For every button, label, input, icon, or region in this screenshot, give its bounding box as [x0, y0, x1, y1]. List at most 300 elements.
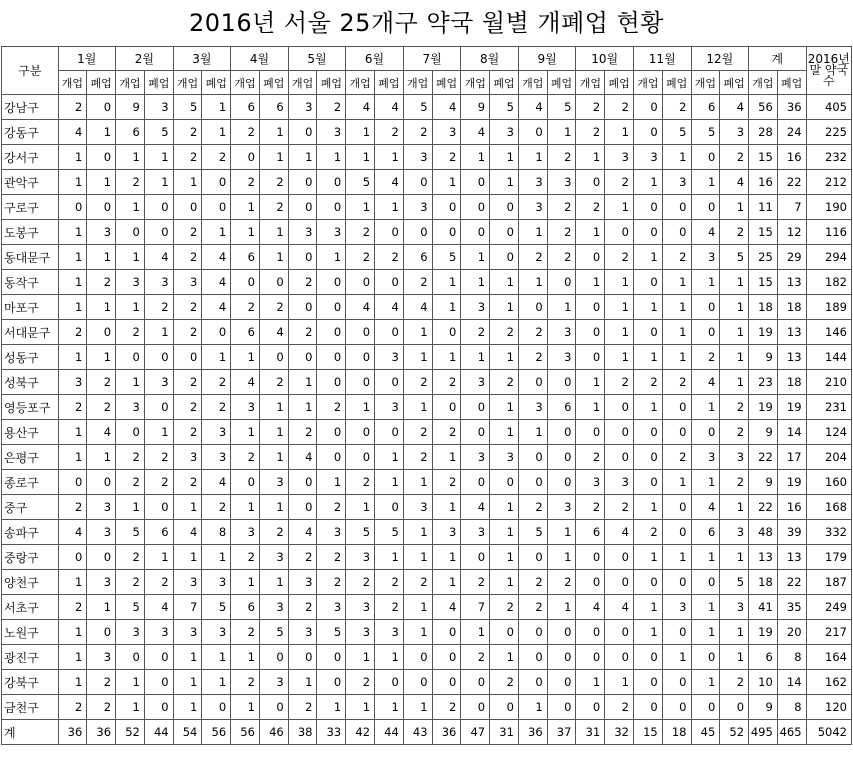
table-cell: 0 [317, 645, 346, 670]
table-cell: 1 [58, 270, 87, 295]
table-cell: 1 [202, 120, 231, 145]
table-cell: 0 [720, 695, 749, 720]
table-cell: 20 [777, 620, 806, 645]
table-cell: 3 [202, 620, 231, 645]
table-cell: 1 [375, 445, 404, 470]
table-cell: 2 [173, 370, 202, 395]
table-cell: 0 [202, 695, 231, 720]
close-header: 폐업 [259, 71, 288, 95]
table-cell: 0 [317, 320, 346, 345]
table-cell: 19 [777, 470, 806, 495]
table-cell: 1 [202, 345, 231, 370]
table-cell: 2 [116, 570, 145, 595]
table-cell: 2 [173, 245, 202, 270]
table-cell: 4 [576, 595, 605, 620]
table-cell: 1 [346, 120, 375, 145]
table-cell: 19 [749, 395, 778, 420]
table-cell: 2 [173, 145, 202, 170]
table-cell: 1 [605, 670, 634, 695]
table-cell: 1 [231, 220, 260, 245]
month-header: 4월 [231, 47, 289, 71]
table-cell: 6 [116, 120, 145, 145]
table-cell: 2 [547, 145, 576, 170]
table-cell: 2 [288, 270, 317, 295]
table-cell: 23 [749, 370, 778, 395]
table-cell: 0 [633, 570, 662, 595]
table-cell: 2 [490, 370, 519, 395]
table-cell: 1 [662, 545, 691, 570]
table-cell: 0 [576, 570, 605, 595]
table-row [2, 570, 852, 595]
table-cell: 2 [662, 370, 691, 395]
table-row [2, 370, 852, 395]
table-cell: 0 [87, 470, 116, 495]
table-cell: 0 [346, 270, 375, 295]
district-name: 중랑구 [2, 545, 59, 570]
table-cell: 5 [346, 520, 375, 545]
table-cell: 4 [259, 320, 288, 345]
table-cell: 2 [605, 95, 634, 120]
district-name: 마포구 [2, 295, 59, 320]
table-cell: 3 [375, 620, 404, 645]
table-cell: 16 [749, 170, 778, 195]
open-header: 개업 [749, 71, 778, 95]
table-cell: 116 [806, 220, 851, 245]
table-cell: 1 [518, 420, 547, 445]
table-cell: 0 [518, 120, 547, 145]
month-header: 9월 [518, 47, 576, 71]
table-cell: 0 [317, 345, 346, 370]
table-cell: 1 [432, 170, 461, 195]
table-cell: 0 [518, 670, 547, 695]
table-cell: 5 [403, 95, 432, 120]
table-cell: 3 [461, 295, 490, 320]
table-cell: 1 [432, 495, 461, 520]
table-cell: 0 [375, 420, 404, 445]
open-header: 개업 [518, 71, 547, 95]
table-cell: 2 [202, 370, 231, 395]
table-cell: 2 [403, 270, 432, 295]
table-cell: 25 [749, 245, 778, 270]
table-cell: 0 [288, 120, 317, 145]
table-row [2, 495, 852, 520]
table-cell: 2 [173, 470, 202, 495]
table-cell: 9 [749, 470, 778, 495]
table-cell: 0 [259, 345, 288, 370]
table-cell: 0 [662, 495, 691, 520]
table-cell: 1 [518, 270, 547, 295]
table-cell: 2 [202, 145, 231, 170]
table-cell: 249 [806, 595, 851, 620]
table-cell: 0 [662, 420, 691, 445]
table-cell: 22 [777, 170, 806, 195]
table-cell: 6 [691, 95, 720, 120]
table-cell: 1 [375, 645, 404, 670]
table-cell: 13 [777, 270, 806, 295]
table-cell: 1 [576, 270, 605, 295]
table-cell: 6 [144, 520, 173, 545]
table-cell: 0 [662, 670, 691, 695]
table-cell: 3 [432, 520, 461, 545]
table-cell: 54 [173, 720, 202, 745]
table-cell: 2 [375, 595, 404, 620]
table-cell: 3 [490, 120, 519, 145]
table-cell: 15 [749, 270, 778, 295]
table-cell: 1 [432, 570, 461, 595]
table-cell: 0 [691, 570, 720, 595]
table-cell: 3 [547, 320, 576, 345]
table-cell: 3 [461, 520, 490, 545]
table-cell: 0 [633, 195, 662, 220]
table-cell: 15 [749, 145, 778, 170]
table-cell: 3 [576, 470, 605, 495]
table-cell: 0 [576, 545, 605, 570]
table-cell: 3 [662, 170, 691, 195]
table-cell: 1 [202, 545, 231, 570]
table-cell: 2 [662, 245, 691, 270]
table-cell: 2 [691, 345, 720, 370]
open-header: 개업 [346, 71, 375, 95]
table-cell: 13 [777, 345, 806, 370]
table-cell: 0 [691, 145, 720, 170]
table-row [2, 170, 852, 195]
table-cell: 294 [806, 245, 851, 270]
table-cell: 35 [777, 595, 806, 620]
table-cell: 0 [662, 695, 691, 720]
header-row-types [2, 71, 852, 95]
table-cell: 1 [144, 145, 173, 170]
table-cell: 5 [720, 245, 749, 270]
table-cell: 4 [720, 95, 749, 120]
table-cell: 1 [144, 170, 173, 195]
table-cell: 2 [375, 245, 404, 270]
table-cell: 0 [87, 320, 116, 345]
table-cell: 1 [403, 345, 432, 370]
table-cell: 0 [547, 270, 576, 295]
table-cell: 1 [317, 470, 346, 495]
table-cell: 0 [288, 195, 317, 220]
table-cell: 3 [432, 120, 461, 145]
table-cell: 3 [288, 570, 317, 595]
table-cell: 0 [547, 370, 576, 395]
table-cell: 6 [576, 520, 605, 545]
table-cell: 0 [432, 620, 461, 645]
table-cell: 22 [777, 570, 806, 595]
table-cell: 1 [259, 495, 288, 520]
table-cell: 2 [173, 120, 202, 145]
table-cell: 2 [346, 245, 375, 270]
table-cell: 4 [720, 170, 749, 195]
open-header: 개업 [576, 71, 605, 95]
table-cell: 2 [259, 370, 288, 395]
table-cell: 1 [375, 545, 404, 570]
table-row [2, 620, 852, 645]
table-cell: 1 [144, 320, 173, 345]
table-cell: 1 [317, 145, 346, 170]
table-cell: 2 [662, 95, 691, 120]
table-cell: 1 [518, 145, 547, 170]
table-cell: 0 [202, 320, 231, 345]
table-cell: 0 [547, 695, 576, 720]
table-cell: 1 [662, 470, 691, 495]
table-cell: 2 [144, 470, 173, 495]
table-cell: 3 [231, 395, 260, 420]
district-name: 양천구 [2, 570, 59, 595]
table-cell: 2 [403, 420, 432, 445]
table-cell: 6 [749, 645, 778, 670]
close-header: 폐업 [605, 71, 634, 95]
table-cell: 1 [662, 345, 691, 370]
table-row [2, 670, 852, 695]
table-cell: 0 [547, 645, 576, 670]
table-cell: 2 [605, 370, 634, 395]
table-cell: 3 [231, 520, 260, 545]
table-cell: 1 [58, 645, 87, 670]
table-cell: 1 [375, 145, 404, 170]
table-cell: 4 [346, 95, 375, 120]
table-cell: 1 [173, 695, 202, 720]
table-cell: 33 [317, 720, 346, 745]
table-cell: 2 [461, 570, 490, 595]
table-cell: 0 [576, 345, 605, 370]
table-cell: 0 [231, 470, 260, 495]
table-row [2, 320, 852, 345]
table-cell: 2 [720, 420, 749, 445]
table-cell: 0 [432, 220, 461, 245]
table-cell: 1 [691, 595, 720, 620]
table-cell: 6 [231, 95, 260, 120]
table-cell: 210 [806, 370, 851, 395]
table-cell: 5 [346, 170, 375, 195]
district-name: 중구 [2, 495, 59, 520]
table-cell: 0 [691, 645, 720, 670]
table-cell: 0 [633, 420, 662, 445]
table-cell: 0 [231, 270, 260, 295]
table-cell: 13 [777, 320, 806, 345]
table-cell: 9 [749, 695, 778, 720]
table-cell: 28 [749, 120, 778, 145]
table-cell: 0 [58, 195, 87, 220]
table-cell: 1 [518, 220, 547, 245]
open-header: 개업 [633, 71, 662, 95]
district-name: 종로구 [2, 470, 59, 495]
table-cell: 2 [432, 470, 461, 495]
table-cell: 2 [317, 570, 346, 595]
table-cell: 146 [806, 320, 851, 345]
table-cell: 2 [461, 645, 490, 670]
table-cell: 1 [547, 295, 576, 320]
table-cell: 0 [490, 695, 519, 720]
table-cell: 1 [720, 645, 749, 670]
table-cell: 2 [403, 570, 432, 595]
table-cell: 6 [691, 520, 720, 545]
table-cell: 3 [317, 220, 346, 245]
table-cell: 2 [490, 320, 519, 345]
table-cell: 10 [749, 670, 778, 695]
table-cell: 1 [58, 245, 87, 270]
table-cell: 1 [461, 245, 490, 270]
table-cell: 1 [605, 295, 634, 320]
table-cell: 6 [231, 320, 260, 345]
table-cell: 1 [231, 695, 260, 720]
table-cell: 3 [202, 445, 231, 470]
header-corner: 구분 [2, 47, 59, 95]
district-name: 계 [2, 720, 59, 745]
table-cell: 1 [432, 445, 461, 470]
table-cell: 1 [288, 395, 317, 420]
table-cell: 1 [720, 345, 749, 370]
table-cell: 3 [144, 620, 173, 645]
table-cell: 2 [317, 495, 346, 520]
table-cell: 0 [317, 370, 346, 395]
table-cell: 1 [461, 270, 490, 295]
table-cell: 189 [806, 295, 851, 320]
table-cell: 2 [288, 695, 317, 720]
table-cell: 0 [317, 270, 346, 295]
close-header: 폐업 [375, 71, 404, 95]
table-cell: 1 [432, 270, 461, 295]
table-cell: 2 [58, 395, 87, 420]
table-cell: 22 [749, 495, 778, 520]
table-cell: 2 [576, 120, 605, 145]
table-cell: 2 [720, 470, 749, 495]
table-row [2, 270, 852, 295]
table-cell: 1 [173, 670, 202, 695]
month-header: 계 [749, 47, 807, 71]
table-cell: 1 [605, 120, 634, 145]
table-cell: 1 [116, 245, 145, 270]
table-cell: 332 [806, 520, 851, 545]
table-cell: 19 [749, 320, 778, 345]
table-row [2, 345, 852, 370]
table-cell: 2 [547, 195, 576, 220]
close-header: 폐업 [662, 71, 691, 95]
table-cell: 0 [662, 520, 691, 545]
close-header: 폐업 [317, 71, 346, 95]
table-cell: 2 [633, 520, 662, 545]
table-cell: 52 [720, 720, 749, 745]
table-cell: 1 [605, 270, 634, 295]
table-cell: 0 [432, 670, 461, 695]
table-cell: 2 [317, 95, 346, 120]
month-header: 2월 [116, 47, 174, 71]
table-cell: 0 [633, 670, 662, 695]
table-cell: 0 [576, 320, 605, 345]
table-cell: 2 [231, 170, 260, 195]
table-cell: 29 [777, 245, 806, 270]
district-name: 동작구 [2, 270, 59, 295]
table-cell: 1 [116, 670, 145, 695]
district-name: 서대문구 [2, 320, 59, 345]
table-cell: 0 [633, 95, 662, 120]
table-cell: 3 [375, 345, 404, 370]
table-cell: 2 [403, 370, 432, 395]
table-cell: 120 [806, 695, 851, 720]
table-cell: 1 [202, 95, 231, 120]
table-cell: 1 [403, 545, 432, 570]
table-cell: 4 [202, 295, 231, 320]
table-cell: 1 [432, 295, 461, 320]
table-cell: 0 [605, 220, 634, 245]
table-cell: 2 [490, 595, 519, 620]
table-cell: 2 [518, 245, 547, 270]
table-cell: 1 [58, 670, 87, 695]
table-cell: 5 [144, 120, 173, 145]
table-cell: 7 [777, 195, 806, 220]
table-cell: 5 [547, 95, 576, 120]
table-cell: 1 [432, 345, 461, 370]
table-cell: 0 [461, 170, 490, 195]
table-cell: 0 [403, 645, 432, 670]
table-cell: 1 [720, 545, 749, 570]
table-cell: 3 [87, 220, 116, 245]
table-cell: 1 [58, 620, 87, 645]
table-cell: 0 [490, 220, 519, 245]
table-cell: 0 [633, 445, 662, 470]
close-header: 폐업 [720, 71, 749, 95]
table-cell: 0 [490, 195, 519, 220]
table-cell: 5 [202, 595, 231, 620]
table-cell: 1 [259, 570, 288, 595]
table-cell: 1 [231, 495, 260, 520]
table-cell: 2 [173, 395, 202, 420]
table-cell: 1 [317, 245, 346, 270]
table-cell: 2 [375, 120, 404, 145]
table-cell: 1 [346, 145, 375, 170]
table-cell: 5 [116, 520, 145, 545]
table-cell: 1 [346, 695, 375, 720]
table-cell: 2 [518, 595, 547, 620]
district-name: 강남구 [2, 95, 59, 120]
table-cell: 42 [346, 720, 375, 745]
table-cell: 18 [662, 720, 691, 745]
table-cell: 0 [346, 370, 375, 395]
table-cell: 4 [288, 445, 317, 470]
table-cell: 0 [432, 645, 461, 670]
table-cell: 4 [288, 520, 317, 545]
table-cell: 3 [288, 95, 317, 120]
table-cell: 0 [633, 695, 662, 720]
table-cell: 4 [144, 245, 173, 270]
table-cell: 17 [777, 445, 806, 470]
table-cell: 1 [662, 645, 691, 670]
table-cell: 0 [87, 545, 116, 570]
table-cell: 164 [806, 645, 851, 670]
table-cell: 52 [116, 720, 145, 745]
table-cell: 0 [346, 420, 375, 445]
table-cell: 2 [58, 695, 87, 720]
district-name: 노원구 [2, 620, 59, 645]
table-cell: 1 [490, 420, 519, 445]
table-cell: 1 [720, 295, 749, 320]
table-row [2, 220, 852, 245]
table-cell: 3 [259, 470, 288, 495]
table-row [2, 195, 852, 220]
table-cell: 3 [691, 245, 720, 270]
table-row [2, 470, 852, 495]
table-cell: 1 [58, 145, 87, 170]
table-cell: 1 [720, 320, 749, 345]
table-cell: 0 [288, 295, 317, 320]
year-end-count-header: 2016년 말 약국수 [806, 47, 851, 95]
table-cell: 2 [144, 570, 173, 595]
table-cell: 2 [87, 670, 116, 695]
table-cell: 0 [144, 345, 173, 370]
table-cell: 179 [806, 545, 851, 570]
table-cell: 0 [605, 570, 634, 595]
table-cell: 0 [605, 445, 634, 470]
table-cell: 31 [490, 720, 519, 745]
